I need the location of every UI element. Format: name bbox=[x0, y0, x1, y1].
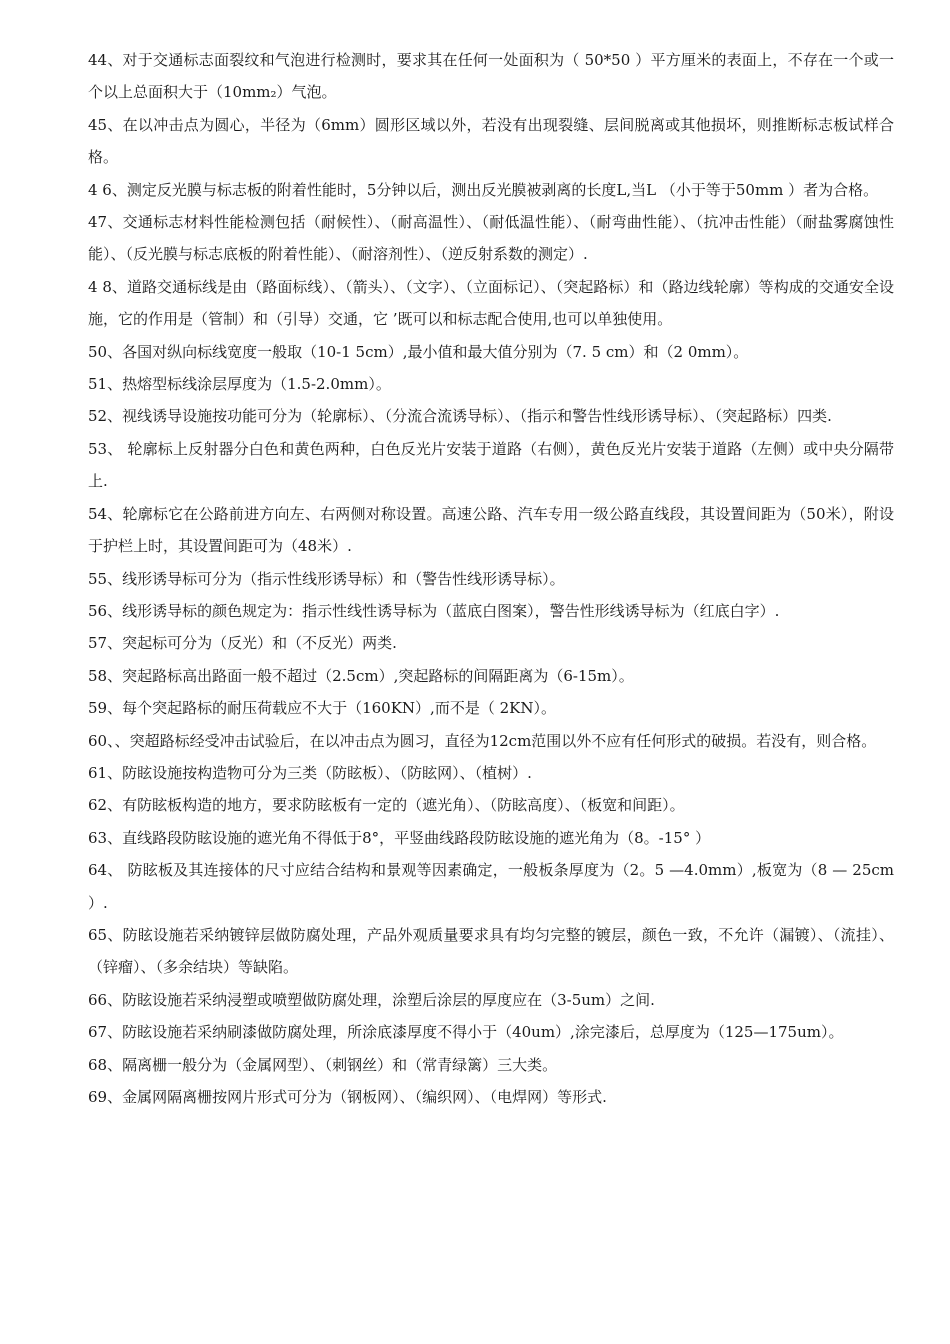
paragraph-67: 67、防眩设施若采纳刷漆做防腐处理，所涂底漆厚度不得小于（40um）,涂完漆后，总厚度为（125—175um）。 bbox=[88, 1023, 844, 1042]
paragraph-63: 63、直线路段防眩设施的遮光角不得低于8°，平竖曲线路段防眩设施的遮光角为（8。-15° ） bbox=[88, 828, 711, 847]
paragraph-58: 58、突起路标高出路面一般不超过（2.5cm）,突起路标的间隔距离为（6-15m）。 bbox=[88, 666, 634, 685]
paragraph-66: 66、防眩设施若采纳浸塑或喷塑做防腐处理，涂塑后涂层的厚度应在（3-5um）之间. bbox=[88, 990, 655, 1009]
paragraph-60: 60、、突超路标经受冲击试验后，在以冲击点为圆习，直径为12cm范围以外不应有任何形式的破损。若没有，则合格。 bbox=[88, 731, 877, 750]
paragraph-56: 56、线形诱导标的颜色规定为：指示性线性诱导标为（蓝底白图案），警告性形线诱导标为（红底白字）. bbox=[88, 601, 780, 620]
paragraph-45: 45、在以冲击点为圆心，半径为（6mm）圆形区域以外，若没有出现裂缝、层间脱离或其他损坏，则推断标志板试样合格。 bbox=[88, 115, 894, 167]
paragraph-46: 4 6、测定反光膜与标志板的附着性能时，5分钟以后，测出反光膜被剥离的长度L,当L （小于等于50mm ）者为合格。 bbox=[88, 180, 879, 199]
paragraph-69: 69、金属网隔离栅按网片形式可分为（钢板网）、（编织网）、（电焊网）等形式. bbox=[88, 1088, 607, 1106]
paragraph-53: 53、 轮廓标上反射器分白色和黄色两种，白色反光片安装于道路（右侧），黄色反光片安装于道路（左侧）或中央分隔带上. bbox=[88, 439, 894, 491]
paragraph-61: 61、防眩设施按构造物可分为三类（防眩板）、（防眩网）、（植树）. bbox=[88, 763, 532, 782]
paragraph-54: 54、轮廓标它在公路前进方向左、右两侧对称设置。高速公路、汽车专用一级公路直线段，其设置间距为（50米），附设于护栏上时，其设置间距可为（48米）. bbox=[88, 504, 894, 556]
paragraph-48: 4 8、道路交通标线是由（路面标线）、（箭头）、（文字）、（立面标记）、（突起路标）和（路边线轮廓）等构成的交通安全设施，它的作用是（管制）和（引导）交通，它 ’既可以和标志配合使用,也可以单独使用。 bbox=[88, 277, 894, 329]
paragraph-59: 59、每个突起路标的耐压荷载应不大于（160KN）,而不是（ 2KN）。 bbox=[88, 699, 556, 718]
paragraph-55: 55、线形诱导标可分为（指示性线形诱导标）和（警告性线形诱导标）。 bbox=[88, 569, 565, 588]
paragraph-64: 64、 防眩板及其连接体的尺寸应结合结构和景观等因素确定，一般板条厚度为（2。5 —4.0mm）,板宽为（8 — 25cm ）. bbox=[88, 861, 894, 912]
paragraph-50: 50、各国对纵向标线宽度一般取（10-1 5cm）,最小值和最大值分别为（7. 5 cm）和（2 0mm）。 bbox=[88, 342, 749, 361]
paragraph-52: 52、视线诱导设施按功能可分为（轮廓标）、（分流合流诱导标）、（指示和警告性线形诱导标）、（突起路标）四类. bbox=[88, 407, 832, 426]
paragraph-57: 57、突起标可分为（反光）和（不反光）两类. bbox=[88, 634, 397, 653]
document-body bbox=[88, 44, 894, 1113]
paragraph-51: 51、热熔型标线涂层厚度为（1.5-2.0mm）。 bbox=[88, 375, 391, 394]
paragraph-68: 68、隔离栅一般分为（金属网型）、（刺钢丝）和（常青绿篱）三大类。 bbox=[88, 1055, 558, 1074]
paragraph-62: 62、有防眩板构造的地方，要求防眩板有一定的（遮光角）、（防眩高度）、（板宽和间距）。 bbox=[88, 796, 685, 815]
paragraph-47: 47、交通标志材料性能检测包括（耐候性）、（耐高温性）、（耐低温性能）、（耐弯曲性能）、（抗冲击性能）（耐盐雾腐蚀性能）、（反光膜与标志底板的附着性能）、（耐溶剂性）、（逆反射系数的测定）. bbox=[88, 213, 894, 264]
paragraph-44: 44、对于交通标志面裂纹和气泡进行检测时，要求其在任何一处面积为（ 50*50 ）平方厘米的表面上，不存在一个或一个以上总面积大于（10mm₂）气泡。 bbox=[88, 51, 894, 102]
paragraph-65: 65、防眩设施若采纳镀锌层做防腐处理，产品外观质量要求具有均匀完整的镀层，颜色一致，不允许（漏镀）、（流挂）、（锌瘤）、（多余结块）等缺陷。 bbox=[88, 925, 894, 977]
